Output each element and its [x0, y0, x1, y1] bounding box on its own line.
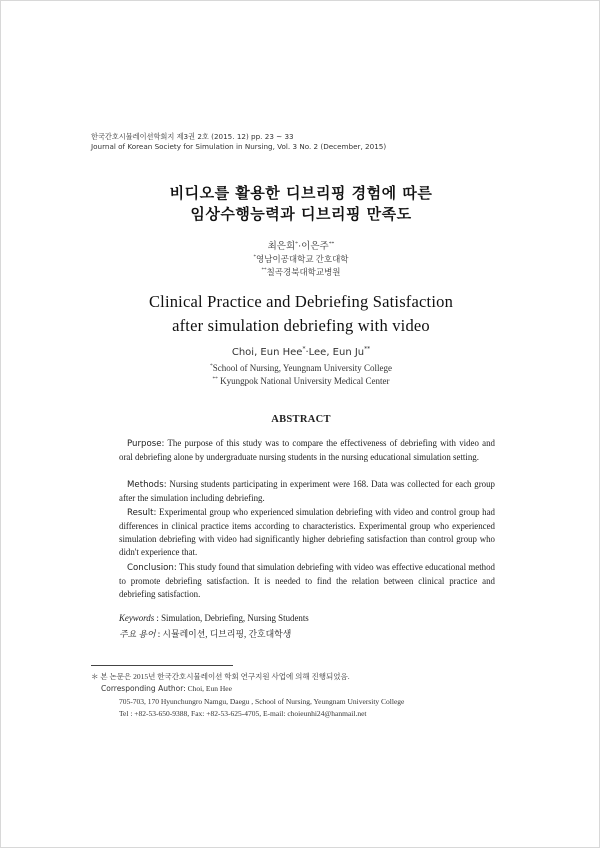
abstract-heading: ABSTRACT [271, 414, 331, 425]
footnote-address: 705-703, 170 Hyunchungro Namgu, Daegu , School of Nursing, Yeungnam University College [119, 697, 405, 706]
korean-title-line-1: 비디오를 활용한 디브리핑 경험에 따른 [169, 184, 433, 202]
korean-affiliation-1-text: 영남이공대학교 간호대학 [256, 254, 349, 264]
conclusion-label: Conclusion: [127, 563, 177, 573]
keywords-english [119, 611, 309, 625]
korean-author-2-mark: ** [328, 240, 335, 247]
english-author-2-mark: ** [364, 345, 371, 353]
english-title-line-1: Clinical Practice and Debriefing Satisfaction [148, 292, 454, 311]
footnote-funding: ＊ 본 논문은 2015년 한국간호시뮬레이션 학회 연구지원 사업에 의해 진행되었음. [91, 672, 350, 681]
english-author-2: ·Lee, Eun Ju [305, 347, 365, 358]
korean-affiliation-2-text: 칠곡경북대학교병원 [266, 267, 341, 277]
korean-title [1, 183, 600, 225]
abstract-purpose [119, 437, 495, 464]
methods-text: Nursing students participating in experiment were 168. Data was collected for each group after the simulation including debriefing. [119, 479, 495, 503]
english-affiliation-1-text: School of Nursing, Yeungnam University College [212, 363, 392, 373]
journal-citation-en: Journal of Korean Society for Simulation in Nursing, Vol. 3 No. 2 (December, 2015) [91, 142, 387, 151]
footnote-corresponding [101, 683, 232, 694]
korean-author-1: 최은희 [267, 242, 296, 252]
journal-citation-kr: 한국간호시뮬레이션학회지 제3권 2호 (2015. 12) pp. 23 ~ 33 [91, 132, 294, 141]
corresponding-label: Corresponding Author: [101, 684, 186, 693]
result-text: Experimental group who experienced simulation debriefing with video and control group had differences in clinical practice items according to characteristics. Experimental group who experienced simulation debriefing with video had significantly higher debriefing satisfaction than control group who didn't experience that. [119, 507, 495, 557]
abstract-methods [119, 478, 495, 505]
footnote-divider [91, 665, 233, 666]
english-title [1, 290, 600, 338]
abstract-result [119, 506, 495, 559]
korean-authors [1, 238, 600, 252]
purpose-text: The purpose of this study was to compare the effectiveness of debriefing with video and oral debriefing alone by undergraduate nursing students in the nursing educational simulation setting. [119, 438, 495, 462]
english-author-1-mark: * [302, 345, 306, 353]
keywords-value: : Simulation, Debriefing, Nursing Students [154, 613, 309, 623]
keywords-kr-label: 주요 용어 [119, 629, 156, 639]
korean-author-1-mark: * [295, 240, 298, 247]
korean-affiliation-2-mark: ** [261, 267, 267, 274]
abstract-conclusion [119, 561, 495, 601]
english-affiliation-2 [1, 375, 600, 388]
keywords-label: Keywords [119, 613, 155, 623]
methods-label: Methods: [127, 480, 167, 490]
korean-title-line-2: 임상수행능력과 디브리핑 만족도 [190, 205, 412, 223]
english-authors [1, 347, 600, 358]
korean-affiliation-2 [1, 266, 600, 279]
korean-affiliation-1-mark: * [253, 254, 257, 261]
corresponding-name: Choi, Eun Hee [185, 684, 232, 693]
korean-affiliation-1 [1, 253, 600, 266]
english-author-1: Choi, Eun Hee [231, 347, 303, 358]
english-title-line-2: after simulation debriefing with video [172, 316, 430, 335]
english-affiliation-2-mark: ** [212, 376, 218, 382]
purpose-label: Purpose: [127, 439, 165, 449]
footnote-contact: Tel : +82-53-650-9388, Fax: +82-53-625-4705, E-mail: choieunhi24@hanmail.net [119, 709, 367, 718]
english-affiliation-1 [1, 362, 600, 375]
result-label: Result: [127, 508, 157, 518]
keywords-korean [119, 627, 291, 641]
korean-author-2: ·이은주 [297, 242, 329, 252]
conclusion-text: This study found that simulation debriefing with video was effective educational method to promote debriefing satisfaction. It is needed to find the relation between clinical practice and debriefing satisfaction. [119, 562, 495, 599]
english-affiliation-1-mark: * [210, 363, 213, 369]
keywords-kr-value: : 시뮬레이션, 디브리핑, 간호대학생 [155, 629, 292, 639]
english-affiliation-2-text: Kyungpok National University Medical Center [217, 376, 390, 386]
